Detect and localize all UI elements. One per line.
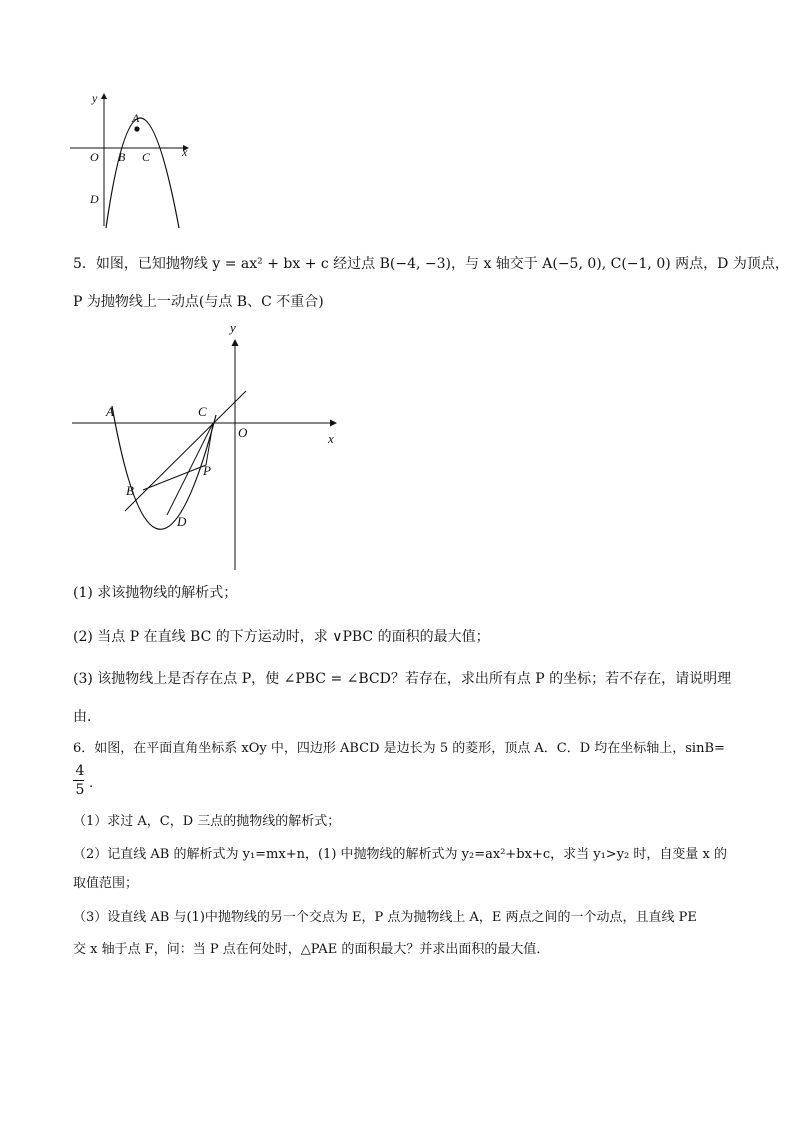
- q6-sub3-line1: （3）设直线 AB 与(1)中抛物线的另一个交点为 E，P 点为抛物线上 A，E 两点之间的一个动点，且直线 PE: [73, 910, 697, 925]
- label-y: y: [230, 320, 236, 335]
- q6-line1: 6．如图，在平面直角坐标系 xOy 中，四边形 ABCD 是边长为 5 的菱形，顶点 A．C．D 均在坐标轴上，sinB=: [73, 741, 725, 756]
- q6-frac-den: 5: [75, 782, 85, 798]
- label-d: D: [177, 514, 187, 529]
- q6-sub3-line2: 交 x 轴于点 F，问：当 P 点在何处时，△PAE 的面积最大？并求出面积的最大值．: [73, 942, 550, 957]
- parabola-curve: [106, 118, 179, 228]
- q5-sub3-line2: 由．: [73, 709, 101, 725]
- q6-frac-num: 4: [75, 763, 85, 779]
- label-o: O: [238, 425, 248, 440]
- label-o: O: [90, 150, 99, 164]
- label-c: C: [198, 404, 207, 419]
- label-p: P: [203, 463, 211, 478]
- label-d: D: [90, 192, 99, 206]
- label-a: A: [106, 404, 114, 419]
- figure-q5-parabola: [70, 318, 346, 572]
- q6-sub2-line2: 取值范围；: [73, 876, 139, 891]
- q5-sub2: (2) 当点 P 在直线 BC 的下方运动时，求 ∨PBC 的面积的最大值；: [73, 629, 490, 645]
- label-c: C: [142, 150, 151, 164]
- label-x: x: [328, 431, 334, 446]
- label-y: y: [92, 91, 98, 105]
- label-b: B: [126, 483, 134, 498]
- figure-top-parabola: [66, 88, 196, 230]
- q6-frac-after: .: [89, 776, 94, 791]
- label-x: x: [182, 145, 188, 159]
- q5-line1: 5．如图，已知抛物线 y = ax² + bx + c 经过点 B(−4, −3)，与 x 轴交于 A(−5, 0), C(−1, 0) 两点，D 为顶点，: [73, 256, 789, 272]
- q5-line2: P 为抛物线上一动点(与点 B、C 不重合): [73, 294, 324, 310]
- q6-sub2-line1: （2）记直线 AB 的解析式为 y₁=mx+n，(1) 中抛物线的解析式为 y₂=ax²+bx+c，求当 y₁>y₂ 时，自变量 x 的: [73, 847, 727, 862]
- label-b: B: [118, 150, 126, 164]
- label-a: A: [132, 111, 140, 125]
- point-a-dot: [134, 126, 139, 131]
- q5-sub1: (1) 求该抛物线的解析式；: [73, 585, 238, 601]
- q6-fraction: [73, 763, 87, 798]
- line-bc: [125, 391, 246, 511]
- q6-sub1: （1）求过 A，C，D 三点的抛物线的解析式；: [73, 814, 341, 829]
- q5-sub3-line1: (3) 该抛物线上是否存在点 P，使 ∠PBC = ∠BCD？若存在，求出所有点 P 的坐标；若不存在，请说明理: [73, 671, 732, 687]
